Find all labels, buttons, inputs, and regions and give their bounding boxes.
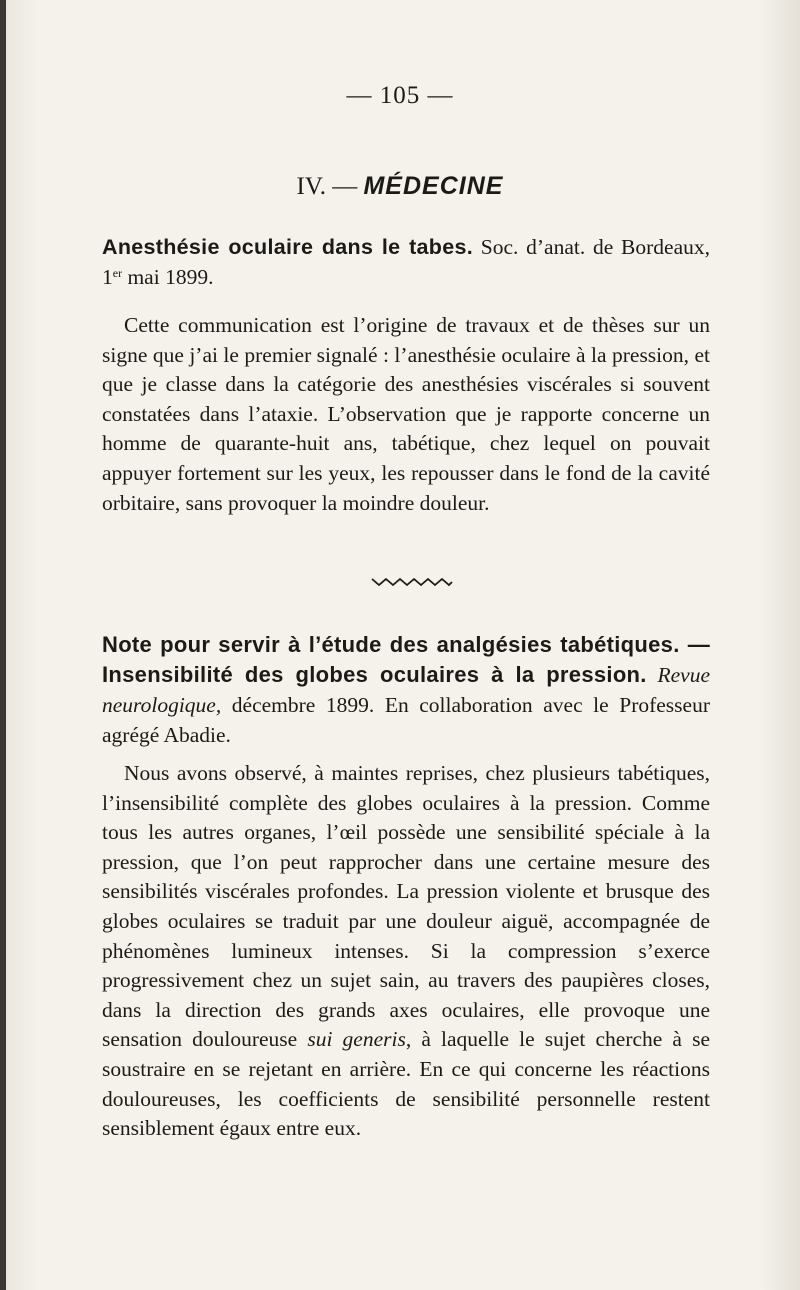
- entry1-source-date: mai 1899.: [122, 264, 214, 289]
- section-prefix: IV. —: [296, 173, 364, 200]
- entry2-body-italic: sui generis: [307, 1027, 406, 1052]
- section-name: MÉDECINE: [363, 172, 504, 200]
- entry1-body: [102, 311, 710, 518]
- entry2-header: [102, 630, 710, 750]
- entry2-title: Note pour servir à l’étude des analgésies tabétiques. — Insensibilité des globes oculaires à la pression.: [102, 632, 710, 687]
- entry2-paragraph: [102, 759, 710, 1144]
- entry2-body: [102, 759, 710, 1144]
- entry2-source: décembre 1899. En collaboration avec le Professeur agrégé Abadie.: [102, 693, 710, 747]
- entry2-journal: Revue neurologique,: [102, 663, 711, 717]
- entry2-body-part2: , à laquelle le sujet cherche à se soustraire en se rejetant en arrière. En ce qui concerne les réactions douloureuses, les coefficients de sensibilité personnelle restent sensiblement égaux entre eux.: [102, 1027, 710, 1141]
- section-heading: [0, 172, 800, 201]
- entry1-title: Anesthésie oculaire dans le tabes.: [102, 235, 474, 259]
- entry2-body-part1: Nous avons observé, à maintes reprises, chez plusieurs tabétiques, l’insensibilité complète des globes oculaires à la pression. Comme tous les autres organes, l’œil possède une sensibilité spéciale à la pression, que l’on peut rapprocher dans une certaine mesure des sensibilités viscérales profondes. La pression violente et brusque des globes oculaires se traduit par une douleur aiguë, accompagnée de phénomènes lumineux intenses. Si la compression s’exerce progressivement chez un sujet sain, au travers des paupières closes, dans la direction des grands axes oculaires, elle provoque une sensation douloureuse: [102, 761, 710, 1052]
- entry1-paragraph: Cette communication est l’origine de travaux et de thèses sur un signe que j’ai le premier signalé : l’anesthésie oculaire à la pression, et que je classe dans la catégorie des anesthésies viscérales si souvent constatées dans l’ataxie. L’observation que je rapporte concerne un homme de quarante-huit ans, tabétique, chez lequel on pouvait appuyer fortement sur les yeux, les repousser dans le fond de la cavité orbitaire, sans provoquer la moindre douleur.: [102, 313, 710, 515]
- entry1-header: [102, 233, 710, 292]
- entry1-source-sup: er: [112, 265, 123, 280]
- entry1-source: Soc. d’anat. de Bordeaux, 1: [102, 235, 710, 289]
- ornament-divider: [370, 574, 454, 588]
- page-number: — 105 —: [346, 82, 454, 109]
